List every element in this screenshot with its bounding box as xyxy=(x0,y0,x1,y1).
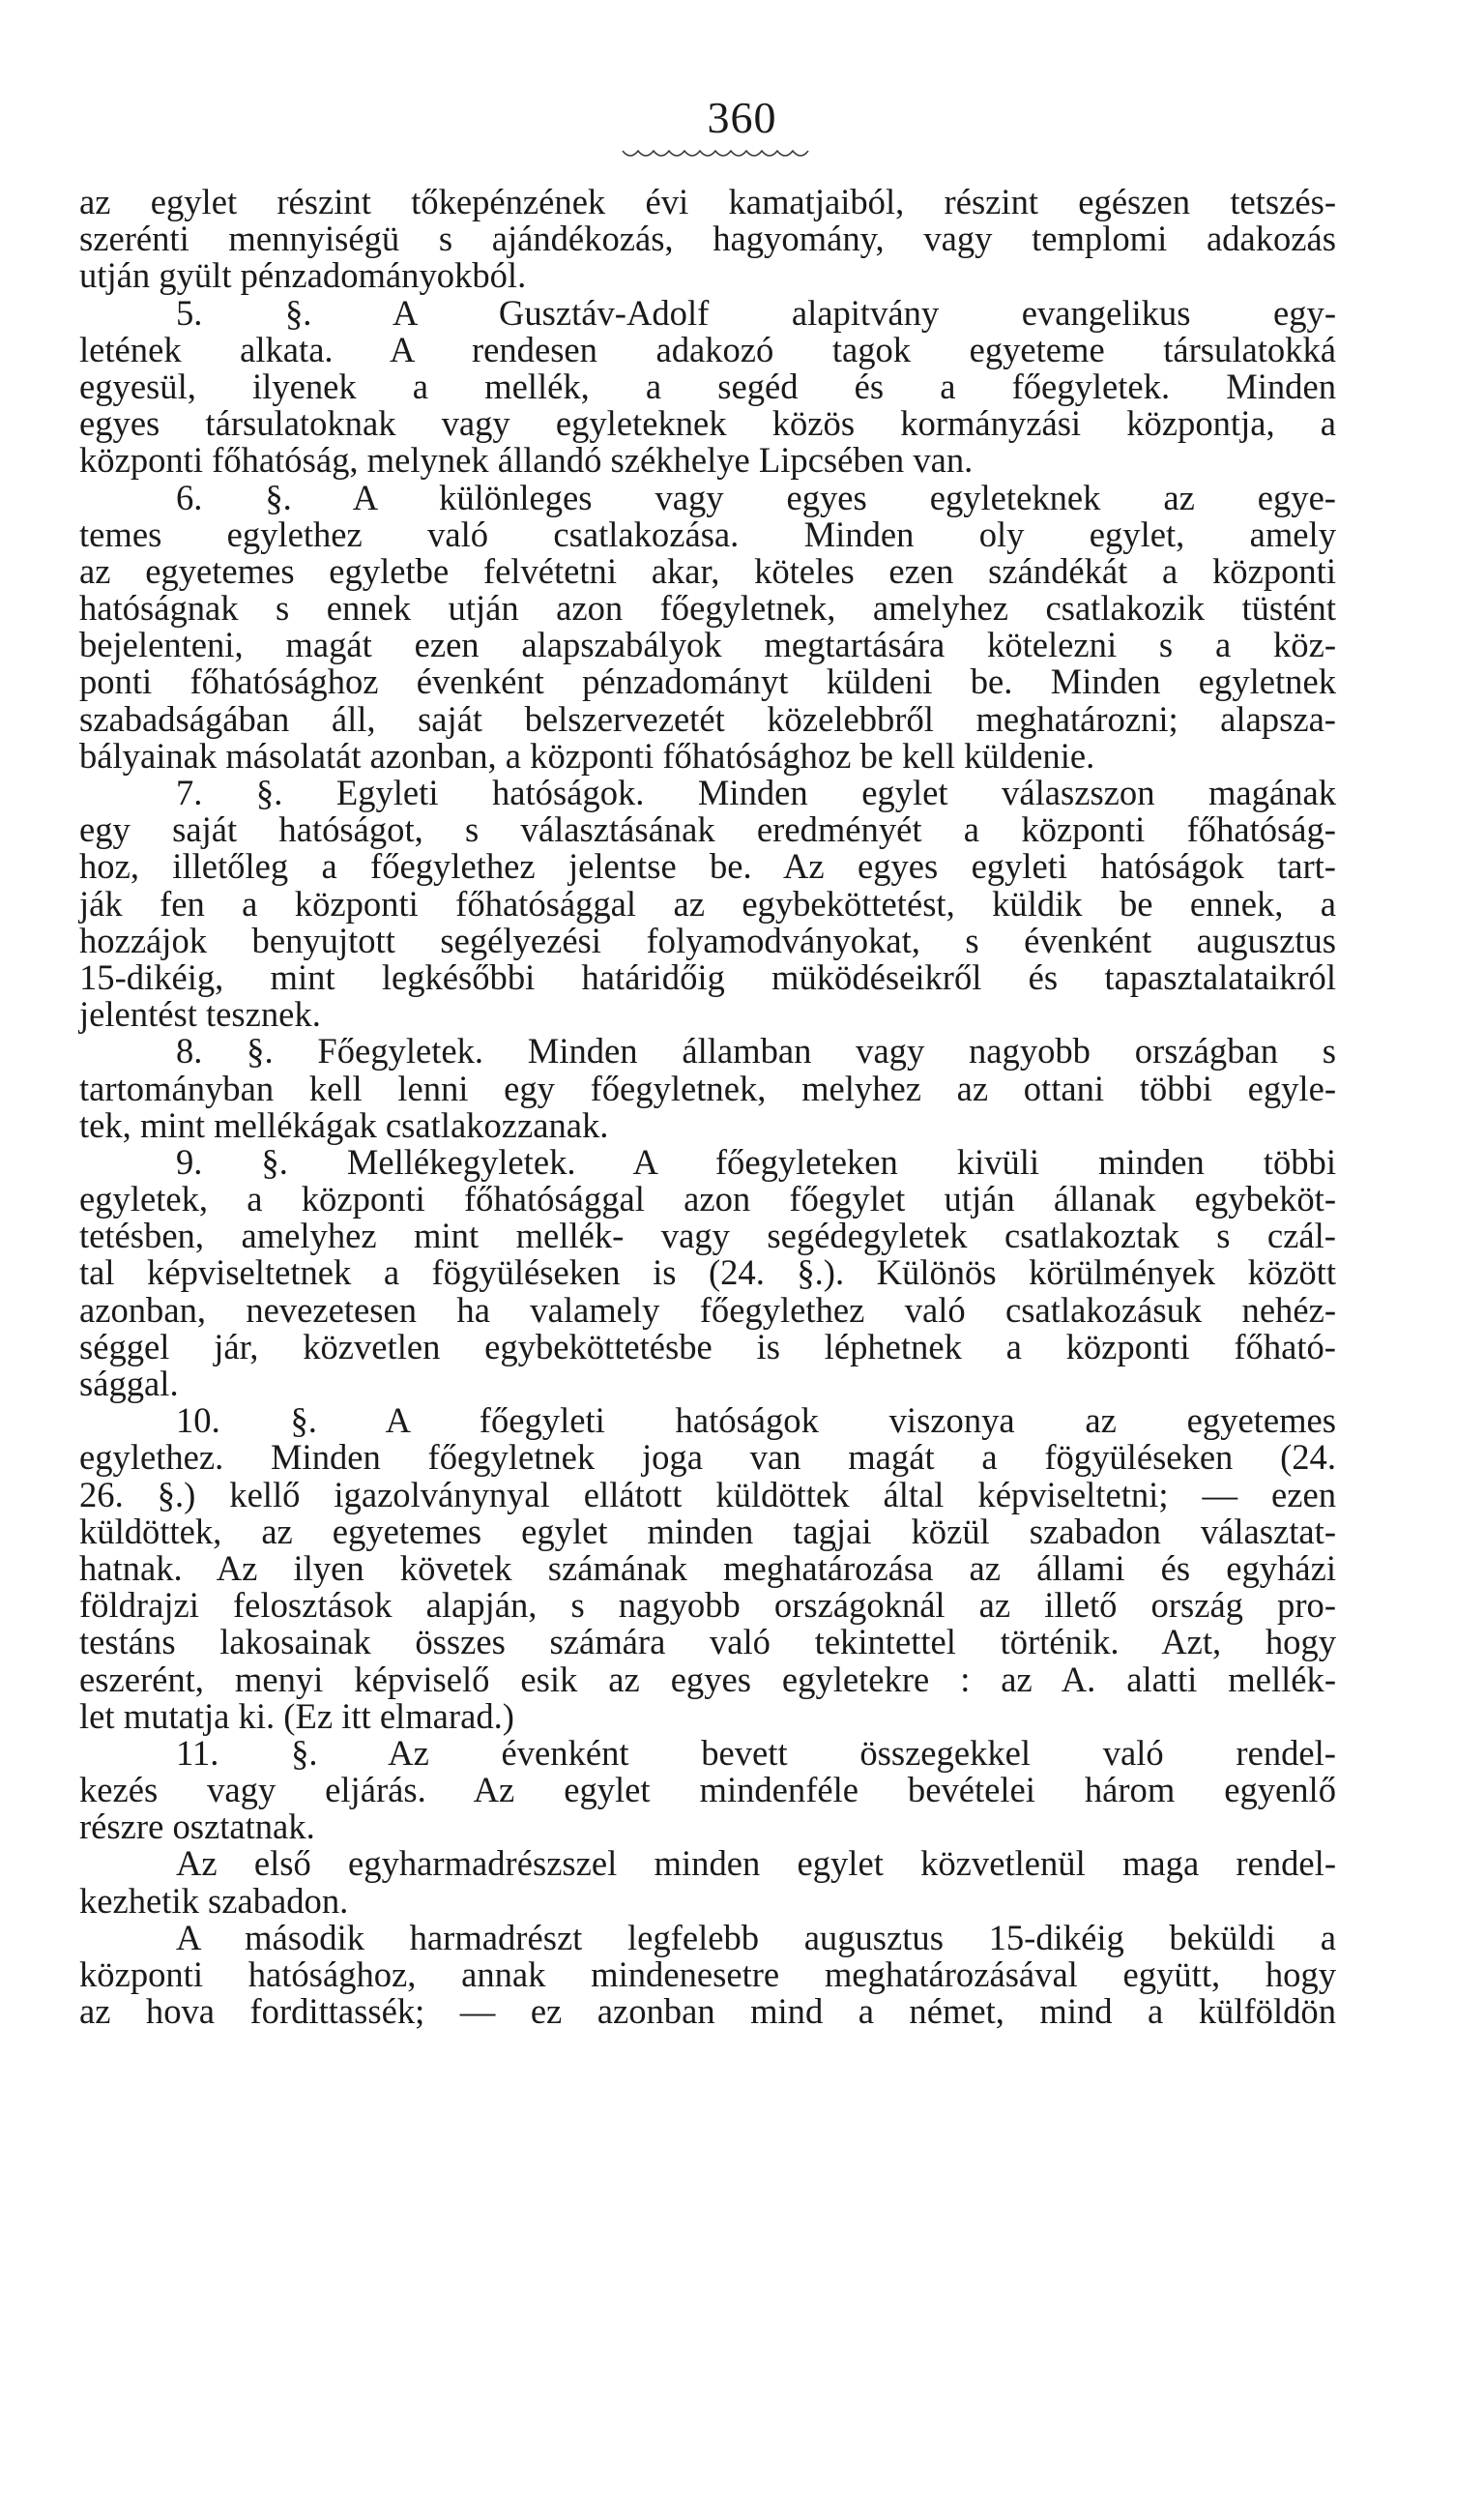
text-line: temes egylethez való csatlakozása. Minden oly egylet, amely xyxy=(79,514,1336,554)
text-line: egyletek, a központi főhatósággal azon főegylet utján állanak egybeköt- xyxy=(79,1179,1336,1219)
text-line: egylethez. Minden főegyletnek joga van magát a fögyüléseken (24. xyxy=(79,1437,1336,1478)
text-line: földrajzi felosztások alapján, s nagyobb országoknál az illető ország pro- xyxy=(79,1585,1336,1626)
text-line: hoz, illetőleg a főegylethez jelentse be. Az egyes egyleti hatóságok tart- xyxy=(79,846,1336,887)
text-line: hozzájok benyujtott segélyezési folyamodványokat, s évenként augusztus xyxy=(79,920,1336,960)
text-line: hatóságnak s ennek utján azon főegyletnek, amelyhez csatlakozik tüstént xyxy=(79,588,1336,629)
text-line: 10. §. A főegyleti hatóságok viszonya az egyetemes xyxy=(176,1400,1336,1441)
text-line: 9. §. Mellékegyletek. A főegyleteken kivüli minden többi xyxy=(176,1141,1336,1182)
text-line: 11. §. Az évenként bevett összegekkel való rendel- xyxy=(176,1732,1336,1773)
text-line: eszerént, menyi képviselő esik az egyes egyletekre : az A. alatti mellék- xyxy=(79,1659,1336,1699)
text-line: az egylet részint tőkepénzének évi kamatjaiból, részint egészen tetszés- xyxy=(79,182,1336,221)
text-line: 5. §. A Gusztáv-Adolf alapitvány evangelikus egy- xyxy=(176,292,1336,333)
text-line: jelentést tesznek. xyxy=(79,994,321,1035)
text-line: szerénti mennyiségü s ajándékozás, hagyomány, vagy templomi adakozás xyxy=(79,219,1336,259)
text-line: küldöttek, az egyetemes egylet minden tagjai közül szabadon választat- xyxy=(79,1511,1336,1551)
page-number-ornament xyxy=(619,145,812,164)
text-line: testáns lakosainak összes számára való tekintettel történik. Azt, hogy xyxy=(79,1622,1336,1662)
text-line: utján gyült pénzadományokból. xyxy=(79,255,527,296)
text-line: tek, mint mellékágak csatlakozzanak. xyxy=(79,1104,609,1145)
text-line: központi hatósághoz, annak mindenesetre meghatározásával együtt, hogy xyxy=(79,1954,1336,1994)
text-line: kezés vagy eljárás. Az egylet mindenféle bevételei három egyenlő xyxy=(79,1770,1336,1810)
page-number: 360 xyxy=(707,93,777,142)
text-line: ják fen a központi főhatósággal az egybeköttetést, küldik be ennek, a xyxy=(79,883,1336,924)
text-line: hatnak. Az ilyen követek számának meghatározása az állami és egyházi xyxy=(79,1547,1336,1588)
text-line: ponti főhatósághoz évenként pénzadományt küldeni be. Minden egyletnek xyxy=(79,661,1336,702)
text-line: tetésben, amelyhez mint mellék- vagy segédegyletek csatlakoztak s czál- xyxy=(79,1216,1336,1256)
text-line: 15-dikéig, mint legkésőbbi határidőig müködéseikről és tapasztalataikról xyxy=(79,956,1336,997)
text-line: tartományban kell lenni egy főegyletnek, melyhez az ottani többi egyle- xyxy=(79,1068,1336,1108)
text-line: egy saját hatóságot, s választásának eredményét a központi főhatóság- xyxy=(79,809,1336,850)
text-line: tal képviseltetnek a fögyüléseken is (24. §.). Különös körülmények között xyxy=(79,1252,1336,1293)
text-line: szabadságában áll, saját belszervezetét közelebbről meghatározni; alapsza- xyxy=(79,698,1336,739)
text-line: kezhetik szabadon. xyxy=(79,1880,349,1921)
text-line: központi főhatóság, melynek állandó székhelye Lipcsében van. xyxy=(79,440,974,481)
text-line: let mutatja ki. (Ez itt elmarad.) xyxy=(79,1695,514,1736)
text-line: sággal. xyxy=(79,1364,179,1403)
text-line: egyesül, ilyenek a mellék, a segéd és a főegyletek. Minden xyxy=(79,366,1336,406)
text-line: letének alkata. A rendesen adakozó tagok egyeteme társulatokká xyxy=(79,329,1336,369)
text-line: Az első egyharmadrészszel minden egylet közvetlenül maga rendel- xyxy=(176,1843,1336,1884)
text-line: az egyetemes egyletbe felvétetni akar, köteles ezen szándékát a központi xyxy=(79,550,1336,591)
text-line: egyes társulatoknak vagy egyleteknek közös kormányzási központja, a xyxy=(79,403,1336,444)
text-line: azonban, nevezetesen ha valamely főegylethez való csatlakozásuk nehéz- xyxy=(79,1289,1336,1330)
text-line: az hova fordittassék; — ez azonban mind a német, mind a külföldön xyxy=(79,1991,1336,2032)
text-line: 6. §. A különleges vagy egyes egyleteknek az egye- xyxy=(176,477,1336,517)
text-line: 26. §.) kellő igazolványnyal ellátott küldöttek által képviseltetni; — ezen xyxy=(79,1474,1336,1514)
body-text xyxy=(79,184,1336,2030)
text-line: részre osztatnak. xyxy=(79,1807,315,1847)
text-line: bályainak másolatát azonban, a központi főhatósághoz be kell küldenie. xyxy=(79,735,1095,776)
text-line: A második harmadrészt legfelebb augusztus 15-dikéig beküldi a xyxy=(176,1917,1336,1957)
text-line: bejelenteni, magát ezen alapszabályok megtartására kötelezni s a köz- xyxy=(79,625,1336,665)
text-line: séggel jár, közvetlen egybeköttetésbe is léphetnek a központi főható- xyxy=(79,1326,1336,1366)
text-line: 7. §. Egyleti hatóságok. Minden egylet válaszszon magának xyxy=(176,773,1336,812)
text-line: 8. §. Főegyletek. Minden államban vagy nagyobb országban s xyxy=(176,1031,1336,1072)
